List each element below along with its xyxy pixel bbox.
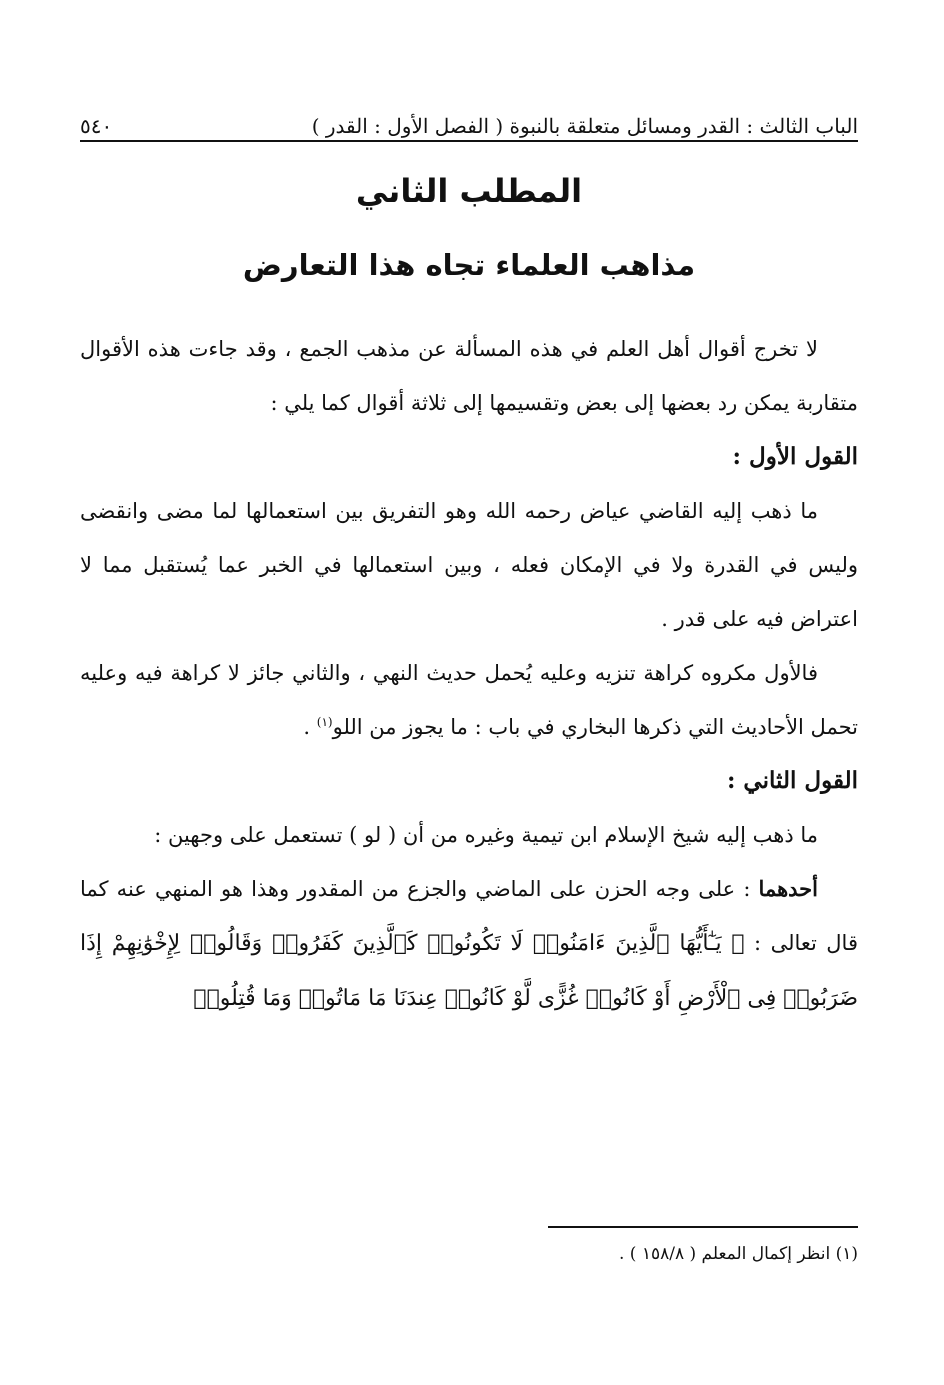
section-title: المطلب الثاني [355, 172, 583, 210]
intro-paragraph: لا تخرج أقوال أهل العلم في هذه المسألة عن مذهب الجمع ، وقد جاءت هذه الأقوال متقاربة يمكن رد بعضها إلى بعض وتقسيمها إلى ثلاثة أقوال كما يلي : [80, 337, 858, 415]
running-header [80, 96, 858, 142]
first-opinion-detail-end: . [303, 715, 317, 739]
section-subtitle: مذاهب العلماء تجاه هذا التعارض [242, 248, 696, 282]
body-text [80, 322, 858, 1026]
quran-verse: ﴿ يَـٰٓأَيُّهَا ٱلَّذِينَ ءَامَنُوا۟ لَا تَكُونُوا۟ كَٱلَّذِينَ كَفَرُوا۟ وَقَالُوا۟ لِإِخْوَٰنِهِمْ إِذَا ضَرَبُوا۟ فِى ٱلْأَرْضِ أَوْ كَانُوا۟ غُزًّى لَّوْ كَانُوا۟ عِندَنَا مَا مَاتُوا۟ وَمَا قُتِلُوا۟ [80, 931, 858, 1011]
first-aspect-lead: أحدهما [758, 876, 818, 901]
first-aspect-paragraph [80, 862, 858, 1026]
first-opinion-detail [80, 646, 858, 754]
footnote-marker: (١) [316, 715, 333, 729]
first-opinion-detail-text: فالأول مكروه كراهة تنزيه وعليه يُحمل حديث النهي ، والثاني جائز لا كراهة فيه وعليه تحمل الأحاديث التي ذكرها البخاري في باب : ما يجوز من اللو [80, 661, 858, 739]
second-opinion-paragraph: ما ذهب إليه شيخ الإسلام ابن تيمية وغيره من أن ( لو ) تستعمل على وجهين : [154, 823, 818, 847]
first-aspect-text: : على وجه الحزن على الماضي والجزع من المقدور وهذا هو المنهي عنه كما قال تعالى : [80, 877, 858, 955]
footnote: (١) انظر إكمال المعلم ( ١٥٨/٨ ) . [618, 1244, 858, 1264]
footnote-rule [548, 1226, 858, 1228]
header-rule [80, 140, 858, 142]
first-opinion-paragraph: ما ذهب إليه القاضي عياض رحمه الله وهو التفريق بين استعمالها لما مضى وانقضى وليس في القدرة ولا في الإمكان فعله ، وبين استعمالها في الخبر عما يُستقبل مما لا اعتراض فيه على قدر . [80, 499, 858, 631]
second-opinion-heading: القول الثاني : [726, 767, 858, 794]
running-title: الباب الثالث : القدر ومسائل متعلقة بالنبوة ( الفصل الأول : القدر ) [311, 114, 858, 138]
page-number: ٥٤٠ [80, 114, 113, 138]
first-opinion-heading: القول الأول : [732, 443, 858, 470]
